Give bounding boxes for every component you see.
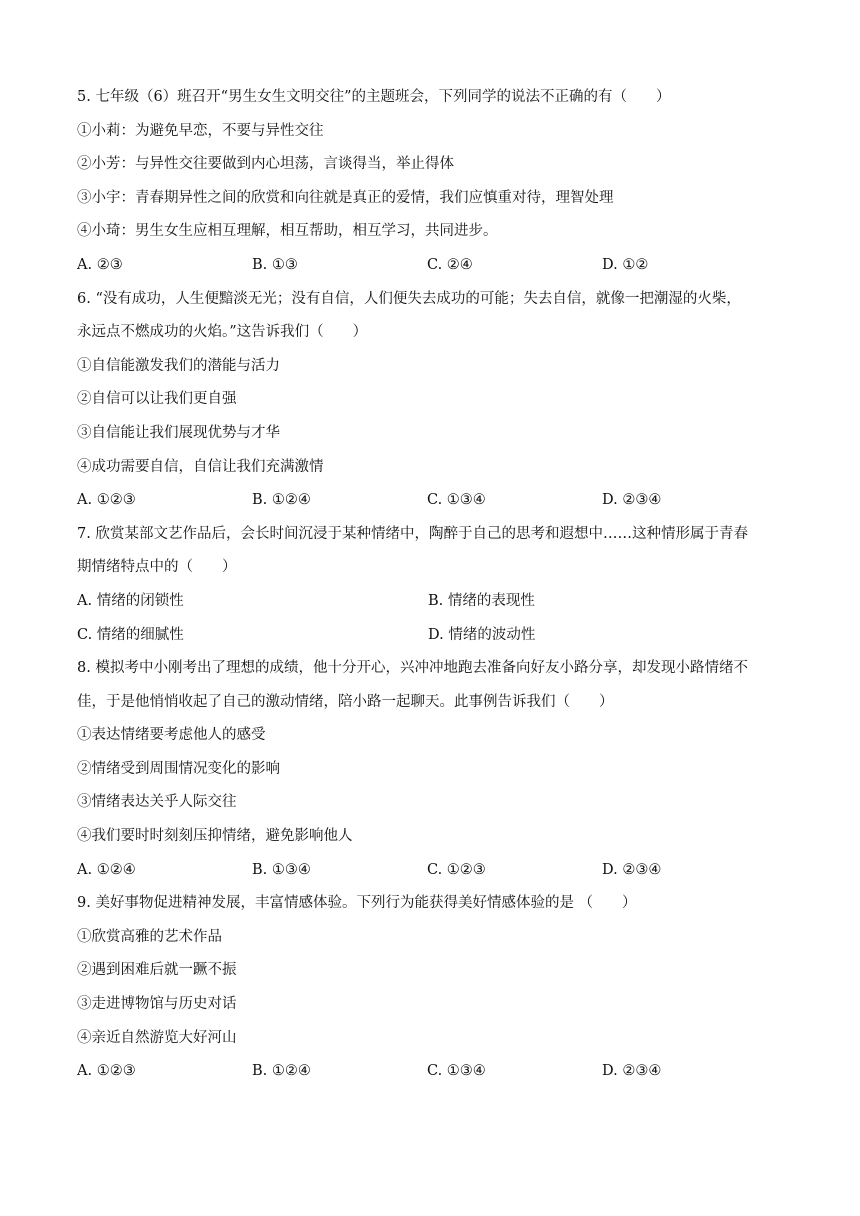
question-8-statement-3: ③情绪表达关乎人际交往 bbox=[77, 794, 237, 811]
question-6-statement-3: ③自信能让我们展现优势与才华 bbox=[77, 424, 280, 441]
question-9-statement-2: ②遇到困难后就一蹶不振 bbox=[77, 962, 237, 979]
question-7-options-row-2 bbox=[77, 622, 787, 656]
question-6-statement-4: ④成功需要自信，自信让我们充满激情 bbox=[77, 458, 324, 475]
option-b: B. ①②④ bbox=[252, 492, 311, 509]
question-6-stem-line-2: 永远点不燃成功的火焰。”这告诉我们（ ） bbox=[77, 324, 368, 341]
question-9-statement-4: ④亲近自然游览大好河山 bbox=[77, 1029, 237, 1046]
question-7-options-row-1 bbox=[77, 588, 787, 622]
option-b: B. ①②④ bbox=[252, 1063, 311, 1080]
question-8 bbox=[77, 655, 787, 890]
option-d: D. ②③④ bbox=[602, 492, 662, 509]
question-5-stem: 5. 七年级（6）班召开“男生女生文明交往”的主题班会，下列同学的说法不正确的有（ ） bbox=[77, 89, 671, 105]
question-6-statement-2: ②自信可以让我们更自强 bbox=[77, 391, 237, 408]
question-7-stem-line-2: 期情绪特点中的（ ） bbox=[77, 559, 237, 576]
question-6-stem-line-1: 6. “没有成功，人生便黯淡无光；没有自信，人们便失去成功的可能；失去自信，就像一把潮湿的火柴， bbox=[77, 290, 741, 307]
question-6-statement-1: ①自信能激发我们的潜能与活力 bbox=[77, 357, 280, 374]
question-5-options bbox=[77, 252, 787, 286]
option-c: C. ①②③ bbox=[427, 861, 486, 878]
option-a: A. ①②③ bbox=[77, 1063, 136, 1080]
question-9-options bbox=[77, 1058, 787, 1092]
option-a: A. ②③ bbox=[77, 256, 123, 273]
question-5-statement-4: ④小琦：男生女生应相互理解，相互帮助，相互学习，共同进步。 bbox=[77, 223, 498, 240]
question-7-stem-line-1: 7. 欣赏某部文艺作品后，会长时间沉浸于某种情绪中，陶醉于自己的思考和遐想中……这种情形属于青春 bbox=[77, 525, 748, 542]
question-8-statement-2: ②情绪受到周围情况变化的影响 bbox=[77, 760, 280, 777]
question-8-stem-line-2: 佳，于是他悄悄收起了自己的激动情绪，陪小路一起聊天。此事例告诉我们（ ） bbox=[77, 693, 614, 710]
option-b: B. ①③④ bbox=[252, 861, 311, 878]
question-9-statement-1: ①欣赏高雅的艺术作品 bbox=[77, 928, 222, 945]
question-5-statement-1: ①小莉：为避免早恋，不要与异性交往 bbox=[77, 122, 324, 139]
question-8-statement-4: ④我们要时时刻刻压抑情绪，避免影响他人 bbox=[77, 828, 353, 845]
question-9-stem: 9. 美好事物促进精神发展，丰富情感体验。下列行为能获得美好情感体验的是 （ ） bbox=[77, 895, 637, 912]
question-6 bbox=[77, 286, 787, 521]
question-8-stem-line-1: 8. 模拟考中小刚考出了理想的成绩，他十分开心，兴冲冲地跑去准备向好友小路分享，却发现小路情绪不 bbox=[77, 660, 748, 677]
option-b: B. 情绪的表现性 bbox=[428, 592, 535, 609]
option-b: B. ①③ bbox=[252, 256, 298, 273]
question-8-options bbox=[77, 857, 787, 891]
question-5-statement-3: ③小宇：青春期异性之间的欣赏和向往就是真正的爱情，我们应慎重对待，理智处理 bbox=[77, 189, 614, 206]
option-a: A. ①②③ bbox=[77, 492, 136, 509]
question-6-options bbox=[77, 487, 787, 521]
option-d: D. ②③④ bbox=[602, 861, 662, 878]
option-d: D. ①② bbox=[602, 256, 649, 273]
option-a: A. 情绪的闭锁性 bbox=[77, 592, 184, 609]
option-a: A. ①②④ bbox=[77, 861, 136, 878]
option-c: C. ②④ bbox=[427, 256, 473, 273]
option-d: D. ②③④ bbox=[602, 1063, 662, 1080]
question-5-statement-2: ②小芳：与异性交往要做到内心坦荡，言谈得当，举止得体 bbox=[77, 156, 454, 173]
exam-page bbox=[77, 84, 787, 1092]
option-d: D. 情绪的波动性 bbox=[428, 626, 536, 643]
question-9 bbox=[77, 890, 787, 1092]
option-c: C. ①③④ bbox=[427, 492, 486, 509]
option-c: C. 情绪的细腻性 bbox=[77, 626, 184, 643]
question-7 bbox=[77, 521, 787, 655]
option-c: C. ①③④ bbox=[427, 1063, 486, 1080]
question-5 bbox=[77, 84, 787, 286]
question-8-statement-1: ①表达情绪要考虑他人的感受 bbox=[77, 727, 266, 744]
question-9-statement-3: ③走进博物馆与历史对话 bbox=[77, 996, 237, 1013]
